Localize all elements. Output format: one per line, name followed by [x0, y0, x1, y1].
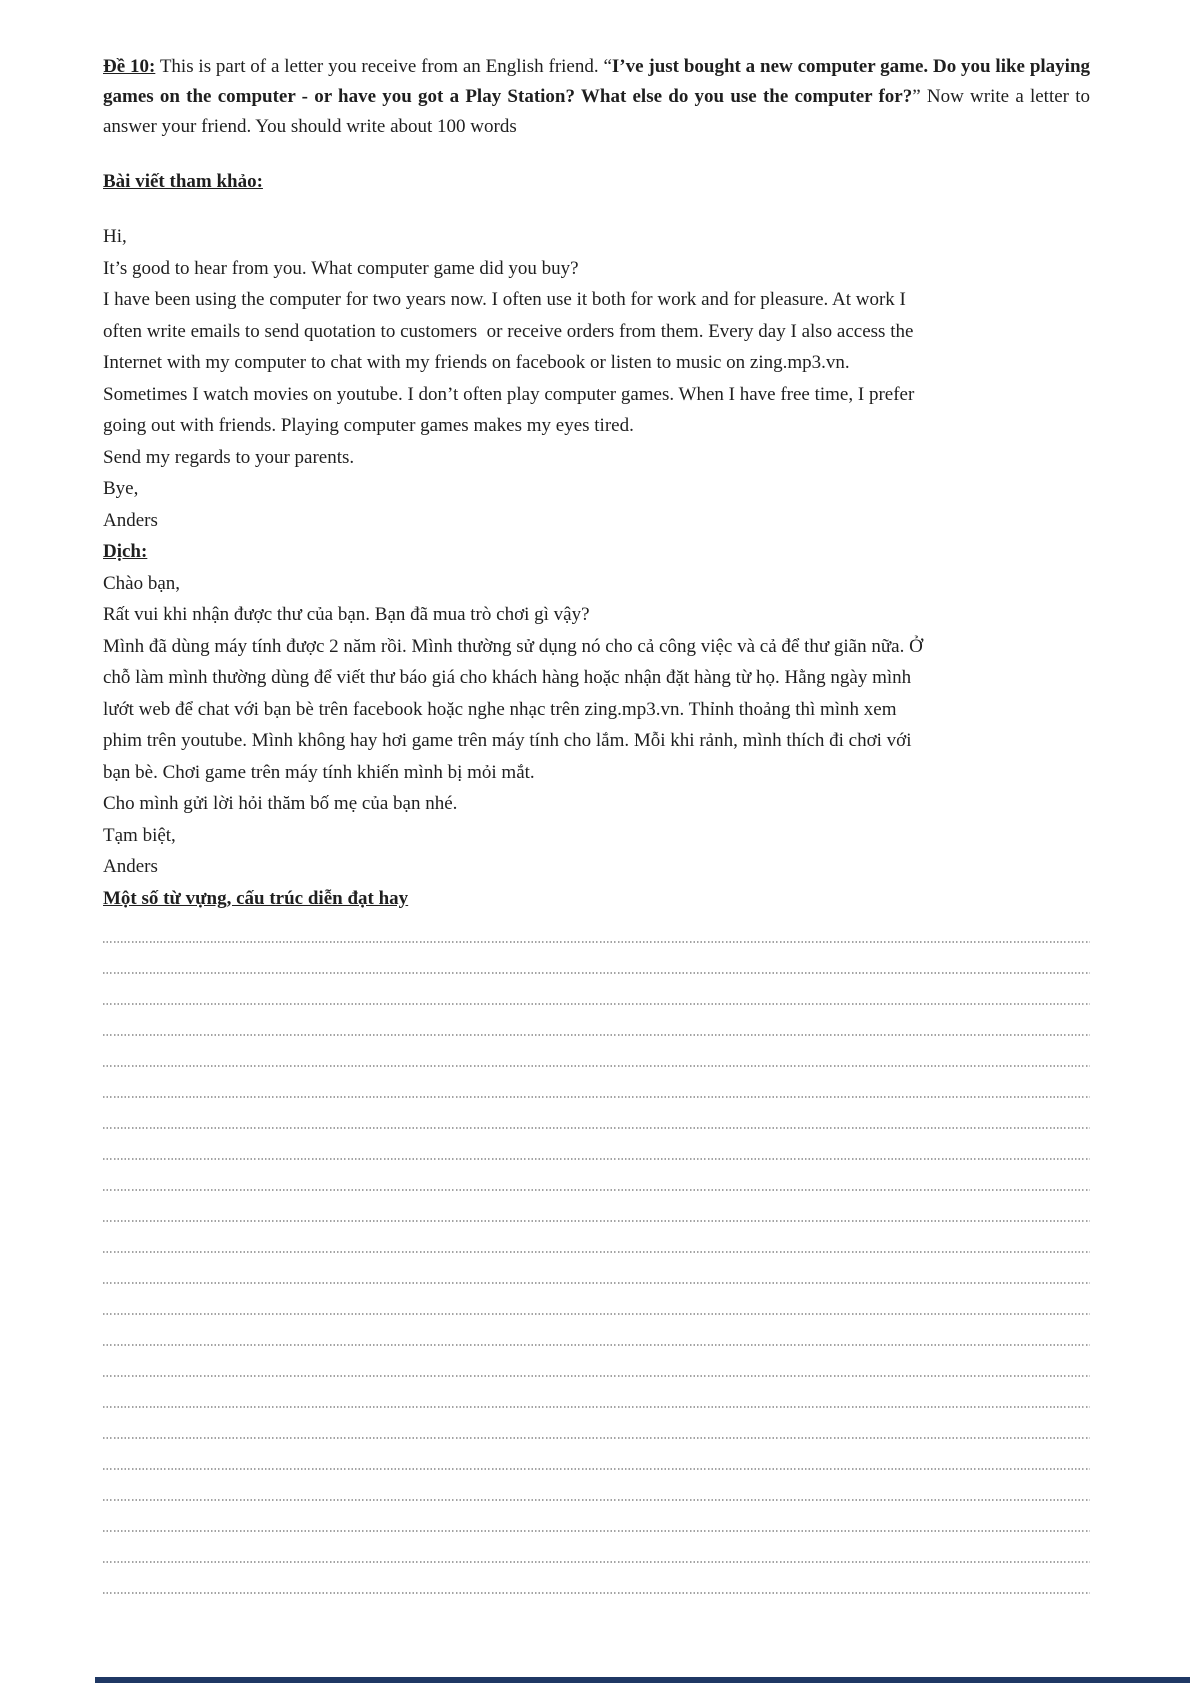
dotted-writing-line [103, 1313, 1090, 1344]
text-line: Anders [103, 509, 158, 531]
text-line: Mình đã dùng máy tính được 2 năm rồi. Mình thường sử dụng nó cho cả công việc và cả để thư giãn nữa. Ở [103, 635, 923, 657]
text-line: phim trên youtube. Mình không hay hơi game trên máy tính cho lắm. Mỗi khi rảnh, mình thích đi chơi với [103, 730, 912, 751]
letter-translation-vietnamese [103, 568, 1090, 883]
dotted-writing-line [103, 1437, 1090, 1468]
text-line: Internet with my computer to chat with my friends on facebook or listen to music on zing.mp3.vn. [103, 352, 850, 373]
dotted-writing-line [103, 1561, 1090, 1592]
exercise-number-label: Đề 10: [103, 56, 156, 77]
dotted-writing-line [103, 1189, 1090, 1220]
dotted-writing-line [103, 1344, 1090, 1375]
dotted-writing-line [103, 1220, 1090, 1251]
dotted-writing-line [103, 1592, 1090, 1623]
dotted-writing-line [103, 941, 1090, 972]
dotted-writing-line [103, 1282, 1090, 1313]
prompt-text-before-quote: This is part of a letter you receive from an English friend. “ [155, 56, 612, 77]
text-line: Anders [103, 856, 158, 877]
dotted-writing-line [103, 1158, 1090, 1189]
dotted-writing-line [103, 1468, 1090, 1499]
dotted-writing-line [103, 1406, 1090, 1437]
dotted-writing-line [103, 1003, 1090, 1034]
next-page-element-edge [95, 1677, 1190, 1683]
dotted-writing-line [103, 1065, 1090, 1096]
reference-essay-heading: Bài viết tham khảo: [103, 171, 263, 192]
text-line: often write emails to send quotation to customers or receive orders from them. Every day I also access the [103, 320, 914, 342]
text-line: I have been using the computer for two years now. I often use it both for work and for pleasure. At work I [103, 289, 906, 310]
prompt-text-after-quote: ” Now write a letter to answer your friend. You should write about 100 words [103, 86, 1091, 137]
text-line: Hi, [103, 226, 127, 247]
sample-letter-english [103, 221, 1090, 536]
text-line: Send my regards to your parents. [103, 446, 355, 468]
dotted-writing-line [103, 1375, 1090, 1406]
vocab-structures-heading: Một số từ vựng, cấu trúc diễn đạt hay [103, 887, 409, 909]
dotted-writing-line [103, 972, 1090, 1003]
exercise-prompt [103, 0, 1090, 142]
text-line: Cho mình gửi lời hỏi thăm bố mẹ của bạn nhé. [103, 793, 458, 814]
dotted-writing-line [103, 1251, 1090, 1282]
text-line: Rất vui khi nhận được thư của bạn. Bạn đã mua trò chơi gì vậy? [103, 604, 590, 625]
dotted-writing-line [103, 1499, 1090, 1530]
text-line: going out with friends. Playing computer games makes my eyes tired. [103, 415, 634, 436]
writing-lines-area [103, 941, 1090, 1623]
text-line: Chào bạn, [103, 572, 181, 594]
dotted-writing-line [103, 1096, 1090, 1127]
text-line: Bye, [103, 478, 139, 499]
translation-heading: Dịch: [103, 541, 148, 562]
prompt-quoted-question: I’ve just bought a new computer game. Do you like playing games on the computer - or have you got a Play Station? What else do you use the computer for? [103, 56, 1091, 107]
text-line: It’s good to hear from you. What computer game did you buy? [103, 257, 579, 279]
text-line: lướt web để chat với bạn bè trên facebook hoặc nghe nhạc trên zing.mp3.vn. Thỉnh thoảng thì mình xem [103, 698, 897, 720]
text-line: chỗ làm mình thường dùng để viết thư báo giá cho khách hàng hoặc nhận đặt hàng từ họ. Hằng ngày mình [103, 667, 912, 688]
dotted-writing-line [103, 1530, 1090, 1561]
dotted-writing-line [103, 1034, 1090, 1065]
text-line: Sometimes I watch movies on youtube. I don’t often play computer games. When I have free time, I prefer [103, 383, 915, 405]
text-line: bạn bè. Chơi game trên máy tính khiến mình bị mỏi mắt. [103, 761, 535, 783]
text-line: Tạm biệt, [103, 824, 176, 846]
page-content [103, 0, 1090, 1623]
dotted-writing-line [103, 1127, 1090, 1158]
